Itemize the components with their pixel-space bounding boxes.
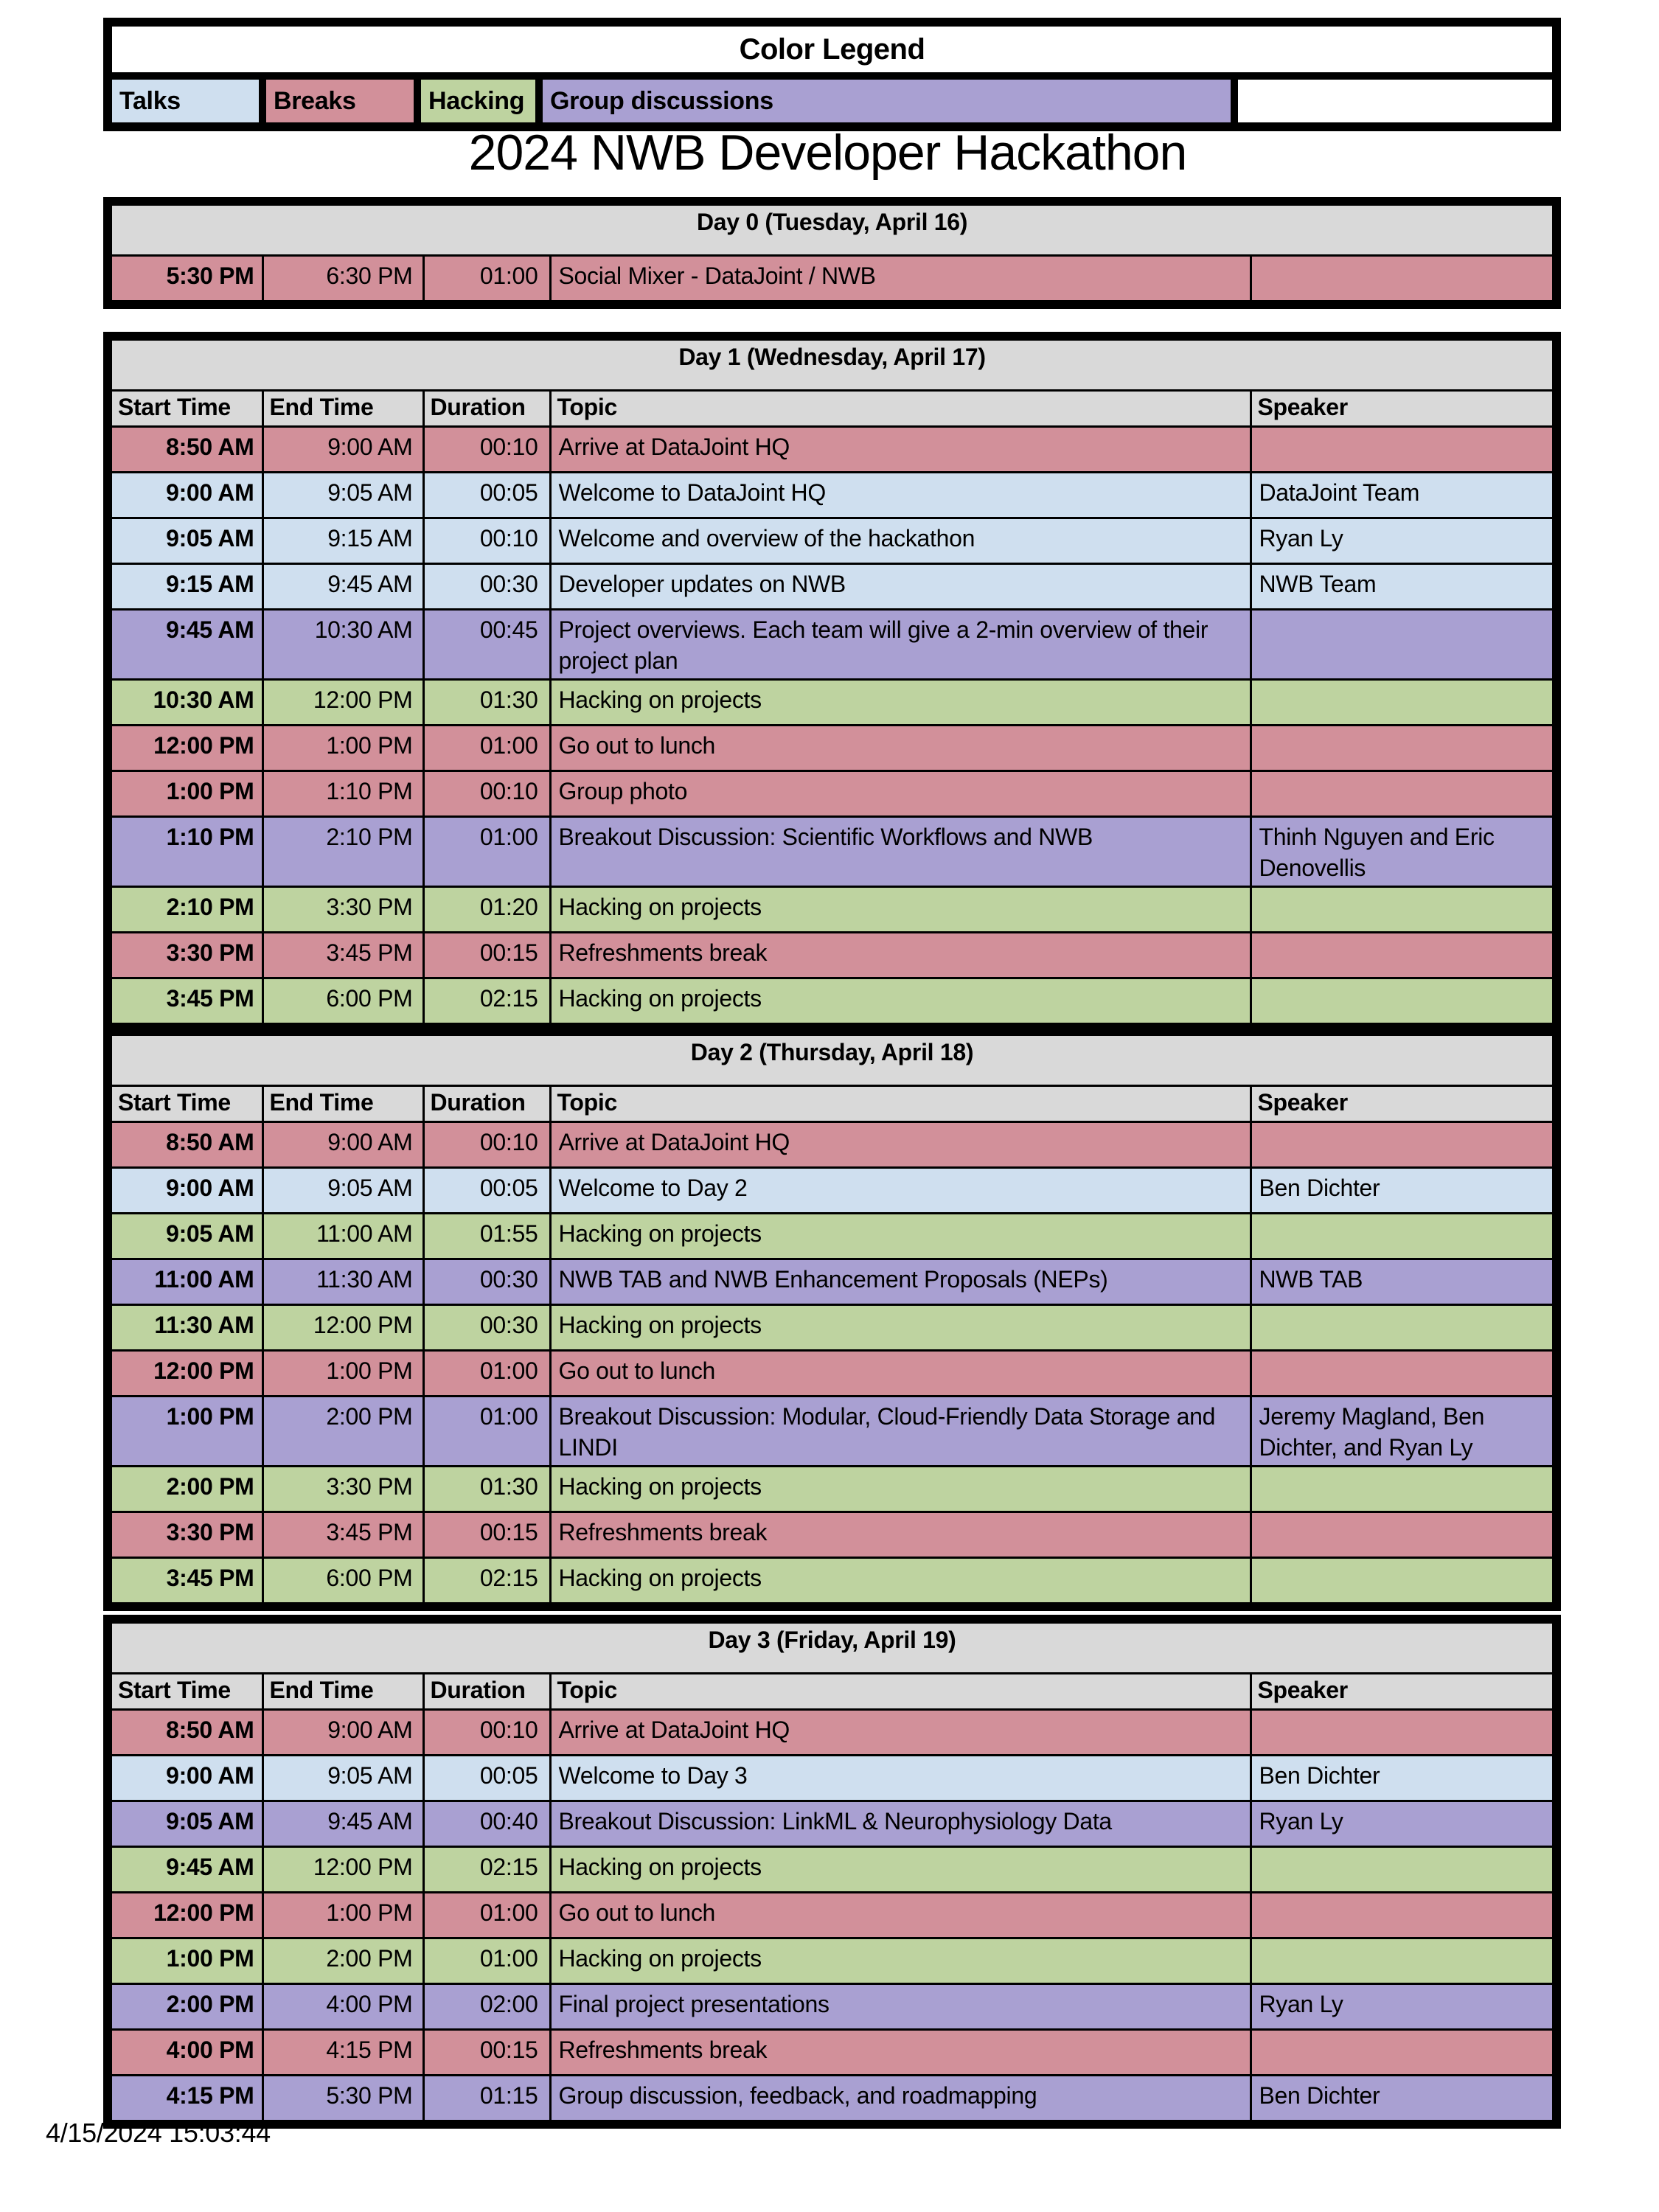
schedule-row (108, 978, 1557, 1028)
speaker-cell (1251, 680, 1557, 726)
column-header-topic: Topic (550, 1674, 1251, 1710)
start-time-cell: 9:45 AM (108, 1847, 262, 1893)
speaker-cell: Thinh Nguyen and Eric Denovellis (1251, 817, 1557, 887)
column-header-row (108, 391, 1557, 427)
topic-cell: Go out to lunch (550, 1351, 1251, 1397)
column-header-start-time: Start Time (108, 1086, 262, 1122)
start-time-cell: 9:05 AM (108, 1214, 262, 1259)
speaker-cell: NWB TAB (1251, 1259, 1557, 1305)
page-title: 2024 NWB Developer Hackathon (468, 125, 1187, 181)
schedule-row (108, 1984, 1557, 2030)
start-time-cell: 12:00 PM (108, 1351, 262, 1397)
topic-cell: Refreshments break (550, 933, 1251, 978)
duration-cell: 01:15 (423, 2076, 550, 2125)
start-time-cell: 2:00 PM (108, 1467, 262, 1512)
schedule-row (108, 771, 1557, 817)
legend-item-breaks: Breaks (262, 76, 417, 127)
schedule-row (108, 817, 1557, 887)
topic-cell: Developer updates on NWB (550, 564, 1251, 610)
duration-cell: 01:00 (423, 1351, 550, 1397)
legend-title-row (108, 22, 1557, 76)
schedule-row (108, 1259, 1557, 1305)
speaker-cell (1251, 1122, 1557, 1168)
topic-cell: Group discussion, feedback, and roadmapping (550, 2076, 1251, 2125)
end-time-cell: 10:30 AM (262, 610, 423, 680)
duration-cell: 00:10 (423, 427, 550, 473)
duration-cell: 00:15 (423, 1512, 550, 1558)
schedule-row (108, 518, 1557, 564)
start-time-cell: 10:30 AM (108, 680, 262, 726)
end-time-cell: 1:10 PM (262, 771, 423, 817)
topic-cell: NWB TAB and NWB Enhancement Proposals (NEPs) (550, 1259, 1251, 1305)
start-time-cell: 12:00 PM (108, 726, 262, 771)
speaker-cell (1251, 1710, 1557, 1756)
speaker-cell: NWB Team (1251, 564, 1557, 610)
column-header-speaker: Speaker (1251, 391, 1557, 427)
end-time-cell: 12:00 PM (262, 1847, 423, 1893)
end-time-cell: 6:00 PM (262, 978, 423, 1028)
schedule-row (108, 1938, 1557, 1984)
speaker-cell (1251, 1467, 1557, 1512)
topic-cell: Welcome to Day 3 (550, 1756, 1251, 1801)
schedule-row (108, 1351, 1557, 1397)
end-time-cell: 1:00 PM (262, 726, 423, 771)
duration-cell: 00:10 (423, 1122, 550, 1168)
schedule-row (108, 1467, 1557, 1512)
speaker-cell (1251, 1512, 1557, 1558)
duration-cell: 01:00 (423, 1938, 550, 1984)
topic-cell: Arrive at DataJoint HQ (550, 1122, 1251, 1168)
speaker-cell (1251, 1847, 1557, 1893)
end-time-cell: 9:15 AM (262, 518, 423, 564)
speaker-cell (1251, 1351, 1557, 1397)
schedule-row (108, 473, 1557, 518)
duration-cell: 00:05 (423, 1168, 550, 1214)
topic-cell: Project overviews. Each team will give a 2-min overview of their project plan (550, 610, 1251, 680)
color-legend-table (103, 18, 1561, 131)
end-time-cell: 5:30 PM (262, 2076, 423, 2125)
schedule-row (108, 256, 1557, 305)
schedule-row (108, 1558, 1557, 1607)
topic-cell: Breakout Discussion: Scientific Workflows and NWB (550, 817, 1251, 887)
duration-cell: 01:00 (423, 256, 550, 305)
duration-cell: 00:10 (423, 1710, 550, 1756)
day-table-3 (103, 1615, 1561, 2129)
column-header-end-time: End Time (262, 1674, 423, 1710)
column-header-speaker: Speaker (1251, 1674, 1557, 1710)
start-time-cell: 9:05 AM (108, 1801, 262, 1847)
column-header-start-time: Start Time (108, 391, 262, 427)
schedule-row (108, 680, 1557, 726)
duration-cell: 00:15 (423, 2030, 550, 2076)
start-time-cell: 8:50 AM (108, 1122, 262, 1168)
day-title: Day 1 (Wednesday, April 17) (108, 336, 1557, 391)
schedule-row (108, 726, 1557, 771)
end-time-cell: 6:30 PM (262, 256, 423, 305)
schedule-row (108, 1397, 1557, 1467)
legend-items-row (108, 76, 1557, 127)
topic-cell: Welcome to Day 2 (550, 1168, 1251, 1214)
start-time-cell: 3:30 PM (108, 1512, 262, 1558)
day-table-2 (103, 1027, 1561, 1611)
start-time-cell: 2:00 PM (108, 1984, 262, 2030)
topic-cell: Welcome to DataJoint HQ (550, 473, 1251, 518)
start-time-cell: 1:00 PM (108, 1938, 262, 1984)
topic-cell: Breakout Discussion: Modular, Cloud-Friendly Data Storage and LINDI (550, 1397, 1251, 1467)
topic-cell: Hacking on projects (550, 887, 1251, 933)
speaker-cell (1251, 1893, 1557, 1938)
schedule-row (108, 427, 1557, 473)
end-time-cell: 9:45 AM (262, 1801, 423, 1847)
speaker-cell: Ryan Ly (1251, 1984, 1557, 2030)
end-time-cell: 4:00 PM (262, 1984, 423, 2030)
start-time-cell: 4:00 PM (108, 2030, 262, 2076)
schedule-row (108, 1710, 1557, 1756)
start-time-cell: 12:00 PM (108, 1893, 262, 1938)
column-header-end-time: End Time (262, 391, 423, 427)
speaker-cell (1251, 933, 1557, 978)
column-header-duration: Duration (423, 391, 550, 427)
start-time-cell: 3:45 PM (108, 978, 262, 1028)
column-header-row (108, 1674, 1557, 1710)
end-time-cell: 9:00 AM (262, 427, 423, 473)
duration-cell: 01:30 (423, 680, 550, 726)
day-title: Day 3 (Friday, April 19) (108, 1619, 1557, 1674)
speaker-cell (1251, 771, 1557, 817)
day-table-0 (103, 197, 1561, 309)
schedule-row (108, 933, 1557, 978)
duration-cell: 00:30 (423, 564, 550, 610)
start-time-cell: 2:10 PM (108, 887, 262, 933)
start-time-cell: 1:10 PM (108, 817, 262, 887)
start-time-cell: 5:30 PM (108, 256, 262, 305)
speaker-cell: Ryan Ly (1251, 518, 1557, 564)
end-time-cell: 3:45 PM (262, 1512, 423, 1558)
speaker-cell: Jeremy Magland, Ben Dichter, and Ryan Ly (1251, 1397, 1557, 1467)
start-time-cell: 1:00 PM (108, 1397, 262, 1467)
duration-cell: 02:15 (423, 978, 550, 1028)
topic-cell: Arrive at DataJoint HQ (550, 427, 1251, 473)
duration-cell: 01:00 (423, 726, 550, 771)
topic-cell: Refreshments break (550, 2030, 1251, 2076)
start-time-cell: 1:00 PM (108, 771, 262, 817)
speaker-cell (1251, 1214, 1557, 1259)
start-time-cell: 9:00 AM (108, 473, 262, 518)
duration-cell: 01:00 (423, 817, 550, 887)
start-time-cell: 4:15 PM (108, 2076, 262, 2125)
duration-cell: 00:05 (423, 1756, 550, 1801)
schedule-row (108, 610, 1557, 680)
schedule-row (108, 1168, 1557, 1214)
topic-cell: Hacking on projects (550, 680, 1251, 726)
schedule-row (108, 1214, 1557, 1259)
duration-cell: 00:15 (423, 933, 550, 978)
topic-cell: Final project presentations (550, 1984, 1251, 2030)
speaker-cell (1251, 427, 1557, 473)
column-header-end-time: End Time (262, 1086, 423, 1122)
end-time-cell: 1:00 PM (262, 1893, 423, 1938)
end-time-cell: 9:00 AM (262, 1122, 423, 1168)
speaker-cell (1251, 1558, 1557, 1607)
topic-cell: Hacking on projects (550, 1847, 1251, 1893)
day-title-row (108, 1032, 1557, 1086)
topic-cell: Hacking on projects (550, 1467, 1251, 1512)
schedule-row (108, 1893, 1557, 1938)
schedule-row (108, 1801, 1557, 1847)
end-time-cell: 2:00 PM (262, 1938, 423, 1984)
day-title: Day 0 (Tuesday, April 16) (108, 201, 1557, 256)
duration-cell: 00:45 (423, 610, 550, 680)
schedule-row (108, 564, 1557, 610)
topic-cell: Social Mixer - DataJoint / NWB (550, 256, 1251, 305)
end-time-cell: 3:30 PM (262, 887, 423, 933)
column-header-duration: Duration (423, 1086, 550, 1122)
speaker-cell: Ryan Ly (1251, 1801, 1557, 1847)
start-time-cell: 9:15 AM (108, 564, 262, 610)
speaker-cell (1251, 1938, 1557, 1984)
end-time-cell: 9:45 AM (262, 564, 423, 610)
start-time-cell: 8:50 AM (108, 427, 262, 473)
start-time-cell: 3:30 PM (108, 933, 262, 978)
end-time-cell: 6:00 PM (262, 1558, 423, 1607)
day-title-row (108, 201, 1557, 256)
duration-cell: 01:00 (423, 1397, 550, 1467)
duration-cell: 00:10 (423, 771, 550, 817)
speaker-cell (1251, 256, 1557, 305)
duration-cell: 00:40 (423, 1801, 550, 1847)
day-title: Day 2 (Thursday, April 18) (108, 1032, 1557, 1086)
start-time-cell: 9:05 AM (108, 518, 262, 564)
legend-item-group-discussions: Group discussions (539, 76, 1234, 127)
legend-item-hacking: Hacking (417, 76, 539, 127)
speaker-cell: Ben Dichter (1251, 2076, 1557, 2125)
topic-cell: Group photo (550, 771, 1251, 817)
start-time-cell: 9:00 AM (108, 1756, 262, 1801)
start-time-cell: 3:45 PM (108, 1558, 262, 1607)
start-time-cell: 11:30 AM (108, 1305, 262, 1351)
day-title-row (108, 1619, 1557, 1674)
column-header-topic: Topic (550, 1086, 1251, 1122)
schedule-row (108, 1847, 1557, 1893)
topic-cell: Hacking on projects (550, 1305, 1251, 1351)
end-time-cell: 9:05 AM (262, 1168, 423, 1214)
schedule-row (108, 1122, 1557, 1168)
schedule-row (108, 1305, 1557, 1351)
column-header-row (108, 1086, 1557, 1122)
schedule-row (108, 2076, 1557, 2125)
topic-cell: Arrive at DataJoint HQ (550, 1710, 1251, 1756)
column-header-start-time: Start Time (108, 1674, 262, 1710)
day-title-row (108, 336, 1557, 391)
duration-cell: 01:30 (423, 1467, 550, 1512)
speaker-cell (1251, 726, 1557, 771)
footer-timestamp: 4/15/2024 15:03:44 (46, 2118, 271, 2148)
topic-cell: Go out to lunch (550, 1893, 1251, 1938)
start-time-cell: 11:00 AM (108, 1259, 262, 1305)
schedule-row (108, 887, 1557, 933)
legend-item-talks: Talks (108, 76, 262, 127)
speaker-cell (1251, 887, 1557, 933)
topic-cell: Hacking on projects (550, 978, 1251, 1028)
duration-cell: 00:10 (423, 518, 550, 564)
schedule-row (108, 1512, 1557, 1558)
speaker-cell: Ben Dichter (1251, 1168, 1557, 1214)
topic-cell: Refreshments break (550, 1512, 1251, 1558)
column-header-topic: Topic (550, 391, 1251, 427)
column-header-speaker: Speaker (1251, 1086, 1557, 1122)
speaker-cell (1251, 610, 1557, 680)
start-time-cell: 9:00 AM (108, 1168, 262, 1214)
column-header-duration: Duration (423, 1674, 550, 1710)
end-time-cell: 3:30 PM (262, 1467, 423, 1512)
speaker-cell (1251, 2030, 1557, 2076)
duration-cell: 00:30 (423, 1305, 550, 1351)
legend-title: Color Legend (108, 22, 1557, 76)
topic-cell: Breakout Discussion: LinkML & Neurophysiology Data (550, 1801, 1251, 1847)
topic-cell: Hacking on projects (550, 1558, 1251, 1607)
end-time-cell: 12:00 PM (262, 680, 423, 726)
start-time-cell: 8:50 AM (108, 1710, 262, 1756)
end-time-cell: 2:00 PM (262, 1397, 423, 1467)
end-time-cell: 3:45 PM (262, 933, 423, 978)
speaker-cell (1251, 1305, 1557, 1351)
schedule-row (108, 1756, 1557, 1801)
end-time-cell: 12:00 PM (262, 1305, 423, 1351)
duration-cell: 01:20 (423, 887, 550, 933)
end-time-cell: 11:30 AM (262, 1259, 423, 1305)
duration-cell: 02:15 (423, 1558, 550, 1607)
end-time-cell: 4:15 PM (262, 2030, 423, 2076)
speaker-cell: Ben Dichter (1251, 1756, 1557, 1801)
duration-cell: 01:00 (423, 1893, 550, 1938)
schedule-row (108, 2030, 1557, 2076)
end-time-cell: 2:10 PM (262, 817, 423, 887)
topic-cell: Go out to lunch (550, 726, 1251, 771)
topic-cell: Welcome and overview of the hackathon (550, 518, 1251, 564)
topic-cell: Hacking on projects (550, 1214, 1251, 1259)
end-time-cell: 11:00 AM (262, 1214, 423, 1259)
duration-cell: 02:00 (423, 1984, 550, 2030)
end-time-cell: 9:05 AM (262, 1756, 423, 1801)
legend-empty-cell (1234, 76, 1557, 127)
duration-cell: 00:05 (423, 473, 550, 518)
topic-cell: Hacking on projects (550, 1938, 1251, 1984)
day-table-1 (103, 332, 1561, 1032)
speaker-cell: DataJoint Team (1251, 473, 1557, 518)
end-time-cell: 1:00 PM (262, 1351, 423, 1397)
end-time-cell: 9:00 AM (262, 1710, 423, 1756)
duration-cell: 02:15 (423, 1847, 550, 1893)
duration-cell: 00:30 (423, 1259, 550, 1305)
duration-cell: 01:55 (423, 1214, 550, 1259)
start-time-cell: 9:45 AM (108, 610, 262, 680)
end-time-cell: 9:05 AM (262, 473, 423, 518)
speaker-cell (1251, 978, 1557, 1028)
